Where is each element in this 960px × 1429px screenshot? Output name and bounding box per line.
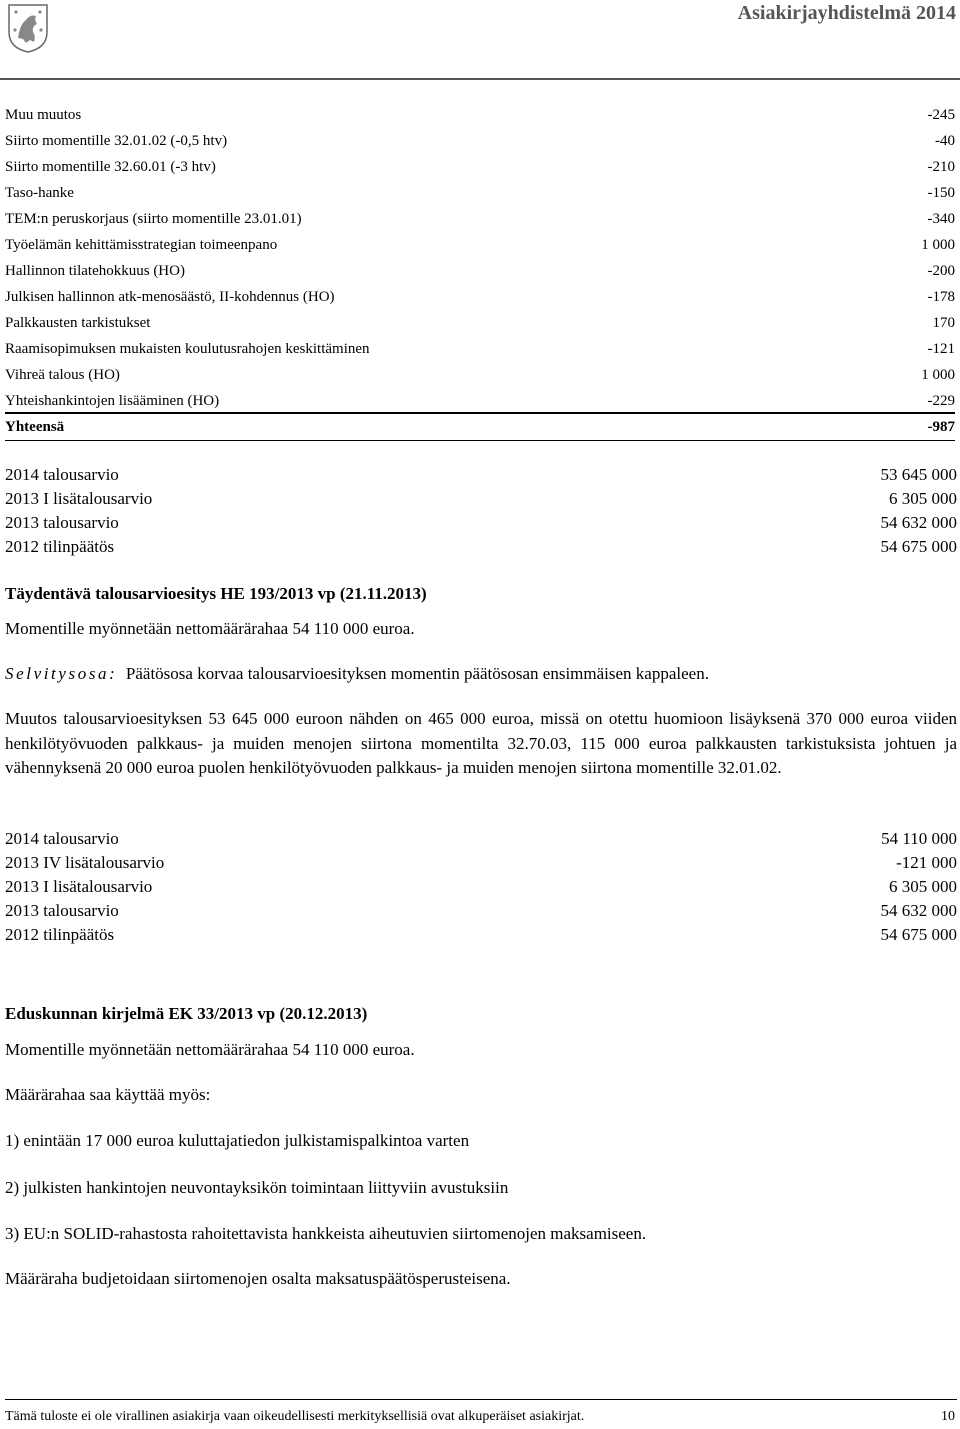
footer-note: Tämä tuloste ei ole virallinen asiakirja vaan oikeudellisesti merkityksellisiä ovat alkuperäiset asiakirjat.: [5, 1409, 585, 1424]
budget-row: [5, 488, 957, 510]
budget-value: 54 675 000: [880, 925, 957, 944]
footer-rule: [5, 1399, 957, 1400]
budget-label: 2014 talousarvio: [5, 829, 119, 848]
change-value: -340: [927, 211, 955, 227]
appropriation-line: Momentille myönnetään nettomäärärahaa 54 110 000 euroa.: [5, 1040, 415, 1059]
usage-intro: Määrärahaa saa käyttää myös:: [5, 1085, 211, 1104]
change-label: Siirto momentille 32.60.01 (-3 htv): [5, 159, 216, 175]
change-label: Vihreä talous (HO): [5, 367, 120, 383]
change-value: -210: [927, 159, 955, 175]
appropriation-line: Momentille myönnetään nettomäärärahaa 54 110 000 euroa.: [5, 619, 415, 638]
budget-value: 54 632 000: [880, 513, 957, 532]
budget-row: [5, 512, 957, 534]
change-value: -245: [927, 107, 955, 123]
budget-label: 2013 IV lisätalousarvio: [5, 853, 165, 872]
change-row: [5, 365, 955, 385]
coat-of-arms-logo: [6, 2, 50, 54]
total-value: -987: [927, 419, 955, 435]
usage-item: 2) julkisten hankintojen neuvontayksikön toimintaan liittyviin avustuksiin: [5, 1178, 509, 1197]
document-title: Asiakirjayhdistelmä 2014: [737, 2, 956, 24]
budget-row: [5, 536, 957, 558]
budget-label: 2013 talousarvio: [5, 901, 119, 920]
budget-value: 54 632 000: [880, 901, 957, 920]
change-label: Muu muutos: [5, 107, 82, 123]
change-label: Julkisen hallinnon atk-menosäästö, II-kohdennus (HO): [5, 289, 335, 305]
budget-value: -121 000: [896, 853, 957, 872]
change-label: TEM:n peruskorjaus (siirto momentille 23.01.01): [5, 211, 302, 227]
budget-value: 6 305 000: [889, 489, 957, 508]
budget-row: [5, 900, 957, 922]
change-label: Yhteishankintojen lisääminen (HO): [5, 393, 220, 409]
change-value: 1 000: [921, 367, 955, 383]
budget-label: 2012 tilinpäätös: [5, 537, 115, 556]
total-row: [5, 417, 955, 437]
change-row: [5, 313, 955, 333]
closing-line: Määräraha budjetoidaan siirtomenojen osalta maksatuspäätösperusteisena.: [5, 1269, 511, 1288]
budget-label: 2012 tilinpäätös: [5, 925, 115, 944]
budget-label: 2013 I lisätalousarvio: [5, 877, 153, 896]
budget-row: [5, 924, 957, 946]
change-label: Työelämän kehittämisstrategian toimeenpano: [5, 237, 278, 253]
usage-item: 1) enintään 17 000 euroa kuluttajatiedon julkistamispalkintoa varten: [5, 1131, 470, 1150]
change-row: [5, 235, 955, 255]
change-row: [5, 157, 955, 177]
budget-label: 2014 talousarvio: [5, 465, 119, 484]
budget-value: 54 110 000: [881, 829, 957, 848]
change-value: -40: [935, 133, 955, 149]
budget-label: 2013 I lisätalousarvio: [5, 489, 153, 508]
budget-value: 6 305 000: [889, 877, 957, 896]
total-rule-top: [5, 412, 955, 414]
budget-value: 54 675 000: [880, 537, 957, 556]
change-row: [5, 261, 955, 281]
change-row: [5, 183, 955, 203]
change-label: Raamisopimuksen mukaisten koulutusrahojen keskittäminen: [5, 341, 370, 357]
section-heading: Täydentävä talousarvioesitys HE 193/2013 vp (21.11.2013): [5, 584, 427, 603]
change-value: 1 000: [921, 237, 955, 253]
change-row: [5, 339, 955, 359]
usage-item: 3) EU:n SOLID-rahastosta rahoitettavista hankkeista aiheutuvien siirtomenojen maksamiseen.: [5, 1224, 647, 1243]
total-label: Yhteensä: [5, 419, 65, 435]
change-row: [5, 105, 955, 125]
change-label: Palkkausten tarkistukset: [5, 315, 151, 331]
change-value: 170: [932, 315, 955, 331]
change-row: [5, 287, 955, 307]
budget-row: [5, 876, 957, 898]
section-heading: Eduskunnan kirjelmä EK 33/2013 vp (20.12.2013): [5, 1004, 368, 1023]
selvitys-label: Selvitysosa:: [5, 664, 118, 683]
explanation-paragraph: Muutos talousarvioesityksen 53 645 000 euroon nähden on 465 000 euroa, missä on otettu huomioon lisäyksenä 370 000 euroa viiden henkilötyövuoden palkkaus- ja muiden menojen siirtona momentilta 32.70.03, 115 000 euroa palkkausten tarkistuksista johtuen ja vähennyksenä 20 000 euroa puolen henkilötyövuoden palkkaus- ja muiden menojen siirtona momentille 32.01.02.: [5, 709, 957, 777]
change-row: [5, 391, 955, 411]
change-row: [5, 209, 955, 229]
budget-row: [5, 464, 957, 486]
change-value: -121: [927, 341, 955, 357]
change-row: [5, 131, 955, 151]
total-rule-bottom: [5, 440, 955, 441]
change-value: -200: [927, 263, 955, 279]
change-value: -150: [927, 185, 955, 201]
page-number: 10: [941, 1409, 955, 1424]
budget-row: [5, 828, 957, 850]
page-footer: [5, 1408, 955, 1426]
selvitys-line: [5, 663, 957, 685]
budget-value: 53 645 000: [880, 465, 957, 484]
change-label: Hallinnon tilatehokkuus (HO): [5, 263, 185, 279]
selvitys-text: Päätösosa korvaa talousarvioesityksen momentin päätösosan ensimmäisen kappaleen.: [125, 664, 709, 683]
change-value: -229: [927, 393, 955, 409]
budget-row: [5, 852, 957, 874]
change-label: Taso-hanke: [5, 185, 74, 201]
page-header: [0, 0, 960, 80]
change-label: Siirto momentille 32.01.02 (-0,5 htv): [5, 133, 228, 149]
change-value: -178: [927, 289, 955, 305]
budget-label: 2013 talousarvio: [5, 513, 119, 532]
